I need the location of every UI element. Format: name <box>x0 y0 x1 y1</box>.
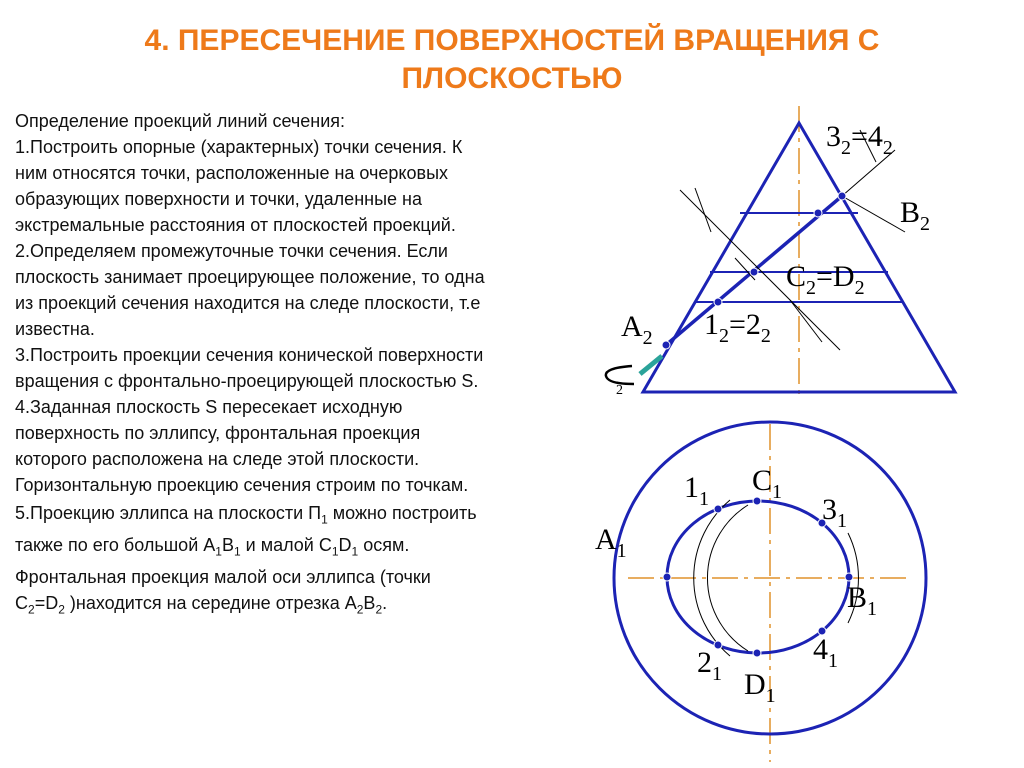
label-main: 3 <box>826 120 841 153</box>
drawing-labels <box>595 120 930 707</box>
point-b-level <box>814 209 822 217</box>
label-4-1 <box>813 633 838 672</box>
point-b1 <box>845 573 853 581</box>
label-sub: 1 <box>699 488 709 510</box>
text-line: 4.Заданная плоскость S пересекает исходную <box>15 397 403 417</box>
label-sub: 1 <box>867 598 878 620</box>
subscript: 2 <box>356 602 364 616</box>
subscript: 1 <box>321 512 328 526</box>
label-main: 2 <box>697 646 712 679</box>
label-a2 <box>621 310 653 349</box>
text-line: экстремальные расстояния от плоскостей проекций. <box>15 215 456 235</box>
label-sub: 2 <box>920 213 931 235</box>
plane-trace-symbol <box>606 356 662 384</box>
label-main: B <box>900 196 921 229</box>
subscript: 2 <box>58 602 65 616</box>
label-c2-d2 <box>786 260 865 299</box>
point-c2 <box>750 268 758 276</box>
label-main: 4 <box>813 633 828 666</box>
label-main: D <box>744 668 766 701</box>
slide-title-line-2: ПЛОСКОСТЬЮ <box>401 62 623 95</box>
text-line: плоскость занимает проецирующее положение, то одна <box>15 267 485 287</box>
label-sub: 1 <box>616 540 627 562</box>
text-span: 5.Проекцию эллипса на плоскости П <box>15 503 322 523</box>
text-span: В <box>363 593 376 613</box>
s-symbol <box>606 366 634 384</box>
construction-tick <box>695 188 711 232</box>
point-1-2 <box>714 298 722 306</box>
text-line: Горизонтальную проекцию сечения строим по точкам. <box>15 475 469 495</box>
label-sub: 2 <box>882 137 893 159</box>
label-main: 3 <box>822 493 837 526</box>
text-span: осям. <box>358 535 410 555</box>
text-span: можно построить <box>327 503 477 523</box>
point-a1 <box>663 573 671 581</box>
text-line: 1.Построить опорные (характерных) точки сечения. К <box>15 137 463 157</box>
label-1-1 <box>684 471 709 510</box>
text-line: Определение проекций линий сечения: <box>15 111 346 131</box>
text-line: из проекций сечения находится на следе плоскости, т.е <box>15 293 481 313</box>
label-main: A <box>595 523 617 556</box>
point-d1 <box>753 649 761 657</box>
label-sub: 1 <box>712 663 722 685</box>
subscript: 1 <box>233 544 241 558</box>
label-sub: 2 <box>841 137 851 159</box>
point-a2 <box>662 341 670 349</box>
subscript: 1 <box>215 544 222 558</box>
text-span: также по его большой А <box>15 535 216 555</box>
text-line: известна. <box>15 319 95 339</box>
text-span: С <box>15 593 28 613</box>
text-span: В <box>221 535 234 555</box>
text-line: образующих поверхности и точки, удаленные на <box>15 189 422 209</box>
text-span: . <box>382 593 388 613</box>
construction-tick <box>790 300 822 342</box>
label-1-2 <box>704 308 771 347</box>
label-s-sub: 2 <box>616 383 623 398</box>
point-2-1 <box>714 641 722 649</box>
label-sub: 2 <box>642 327 653 349</box>
subscript: 2 <box>375 602 383 616</box>
subscript: 2 <box>28 602 35 616</box>
text-line: поверхность по эллипсу, фронтальная проекция <box>15 423 421 443</box>
label-main: C <box>786 260 807 293</box>
label-sub: 1 <box>837 510 847 532</box>
label-main: B <box>847 581 868 614</box>
label-main: 1 <box>704 308 719 341</box>
label-sub: 1 <box>772 481 783 503</box>
label-sub: 2 <box>760 325 771 347</box>
label-main: C <box>752 464 773 497</box>
label-b2 <box>900 196 930 235</box>
label-main: 1 <box>684 471 699 504</box>
subscript: 1 <box>331 544 339 558</box>
text-line: вращения с фронтально-проецирующей плоскостью S. <box>15 371 479 391</box>
text-line: 2.Определяем промежуточные точки сечения. Если <box>15 241 448 261</box>
text-line: Фронтальная проекция малой оси эллипса (точки <box>15 567 431 587</box>
label-3-4 <box>826 120 893 159</box>
text-line: которого расположена на следе этой плоскости. <box>15 449 420 469</box>
label-sub: 2 <box>854 277 865 299</box>
label-main: =4 <box>851 120 883 153</box>
label-2-1 <box>697 646 722 685</box>
axis-lines <box>628 106 912 762</box>
text-span: )находится на середине отрезка А <box>64 593 357 613</box>
label-main: =D <box>816 260 855 293</box>
point-1-1 <box>714 505 722 513</box>
point-c1 <box>753 497 761 505</box>
text-line: 3.Построить проекции сечения конической поверхности <box>15 345 484 365</box>
label-sub: 2 <box>806 277 817 299</box>
text-span: и малой С <box>240 535 332 555</box>
text-span: =D <box>34 593 59 613</box>
label-d1 <box>744 668 776 707</box>
label-sub: 1 <box>828 650 838 672</box>
slide-title-line-1: 4. ПЕРЕСЕЧЕНИЕ ПОВЕРХНОСТЕЙ ВРАЩЕНИЯ С <box>144 24 880 57</box>
point-b2 <box>838 192 846 200</box>
subscript: 1 <box>351 544 359 558</box>
text-span: D <box>338 535 352 555</box>
label-sub: 2 <box>719 325 729 347</box>
label-main: =2 <box>729 308 761 341</box>
label-sub: 1 <box>765 685 776 707</box>
label-main: A <box>621 310 643 343</box>
text-line: ним относятся точки, расположенные на очерковых <box>15 163 449 183</box>
